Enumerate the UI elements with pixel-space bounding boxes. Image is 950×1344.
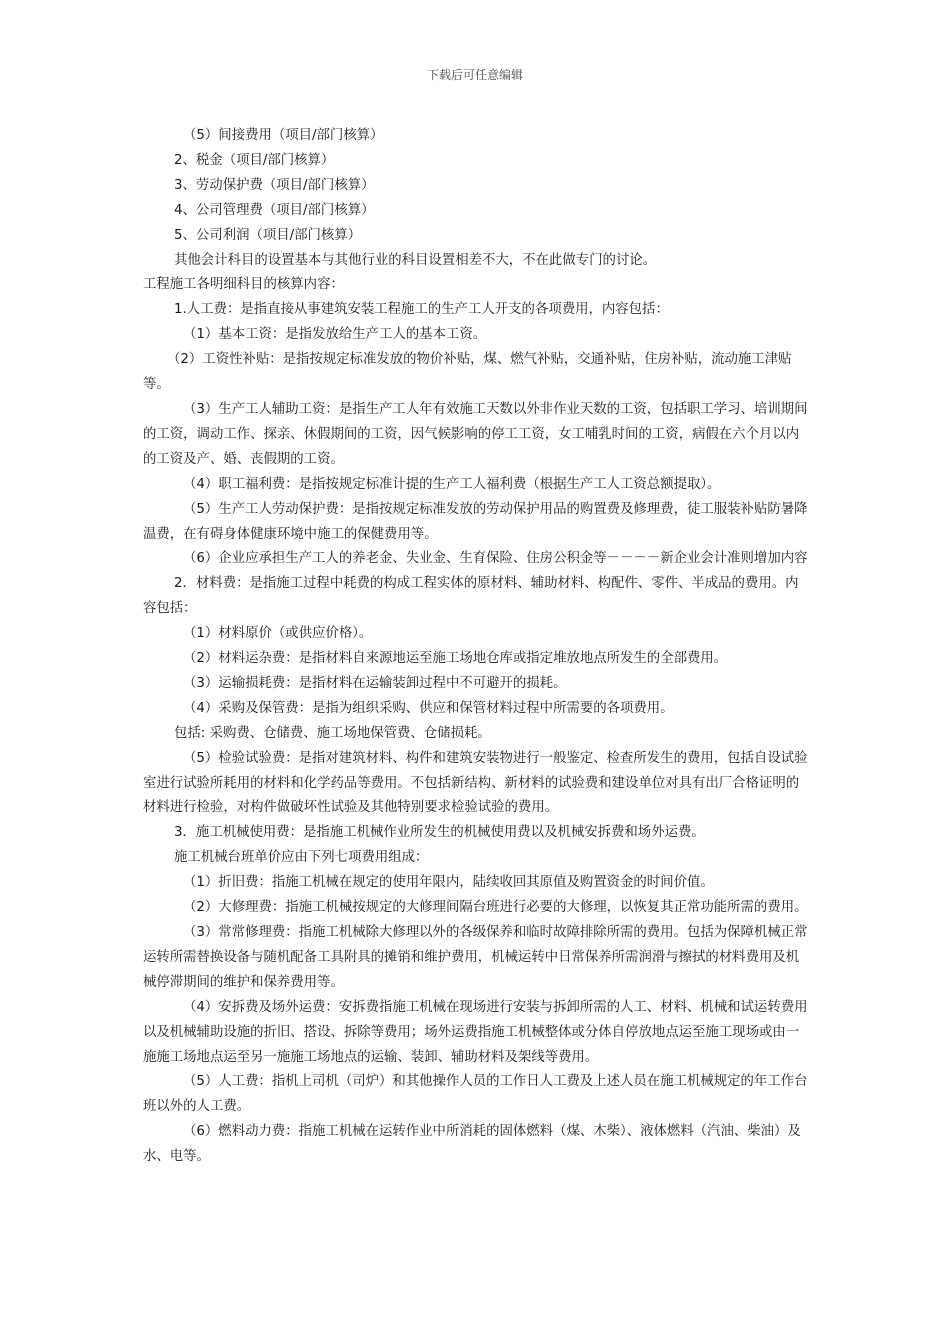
paragraph: （2）工资性补贴：是指按规定标准发放的物价补贴，煤、燃气补贴，交通补贴，住房补贴，流动施工津贴等。 [143, 352, 792, 393]
paragraph: （4）安拆费及场外运费：安拆费指施工机械在现场进行安装与拆卸所需的人工、材料、机械和试运转费用以及机械辅助设施的折旧、搭设、拆除等费用；场外运费指施工机械整体或分体自停放地点运至施工现场或由一施施工场地点运至另一施施工场地点的运输、装卸、辅助材料及架线等费用。 [143, 999, 808, 1065]
paragraph: （6）企业应承担生产工人的养老金、失业金、生育保险、住房公积金等－－－－新企业会计准则增加内容 [183, 551, 808, 567]
paragraph: （2）大修理费：指施工机械按规定的大修理间隔台班进行必要的大修理，以恢复其正常功能所需的费用。 [183, 900, 808, 916]
paragraph: 工程施工各明细科目的核算内容： [143, 277, 344, 293]
paragraph: （4）采购及保管费：是指为组织采购、供应和保管材料过程中所需要的各项费用。 [183, 700, 674, 716]
paragraph: （1）折旧费：指施工机械在规定的使用年限内，陆续收回其原值及购置资金的时间价值。 [183, 875, 714, 891]
paragraph: 3、劳动保护费（项目/部门核算） [174, 177, 375, 193]
paragraph: 其他会计科目的设置基本与其他行业的科目设置相差不大，不在此做专门的讨论。 [174, 252, 657, 268]
paragraph: 施工机械台班单价应由下列七项费用组成： [174, 850, 429, 866]
document-body [143, 124, 808, 1170]
paragraph: （1）基本工资：是指发放给生产工人的基本工资。 [183, 327, 487, 343]
paragraph: 3．施工机械使用费：是指施工机械作业所发生的机械使用费以及机械安拆费和场外运费。 [174, 825, 705, 841]
paragraph: （3）生产工人辅助工资：是指生产工人年有效施工天数以外非作业天数的工资，包括职工学习、培训期间的工资，调动工作、探亲、休假期间的工资，因气候影响的停工工资，女工哺乳时间的工资，病假在六个月以内的工资及产、婚、丧假期的工资。 [143, 401, 808, 467]
paragraph: （2）材料运杂费：是指材料自来源地运至施工场地仓库或指定堆放地点所发生的全部费用。 [183, 651, 728, 667]
paragraph: （3）运输损耗费：是指材料在运输装卸过程中不可避开的损耗。 [183, 675, 567, 691]
paragraph: （5）检验试验费：是指对建筑材料、构件和建筑安装物进行一般鉴定、检查所发生的费用，包括自设试验室进行试验所耗用的材料和化学药品等费用。不包括新结构、新材料的试验费和建设单位对具有出厂合格证明的材料进行检验，对构件做破坏性试验及其他特别要求检验试验的费用。 [143, 750, 808, 816]
paragraph: （3）常常修理费：指施工机械除大修理以外的各级保养和临时故障排除所需的费用。包括为保障机械正常运转所需替换设备与随机配备工具附具的摊销和维护费用，机械运转中日常保养所需润滑与擦拭的材料费用及机械停滞期间的维护和保养费用等。 [143, 925, 808, 990]
paragraph: 5、公司利润（项目/部门核算） [174, 227, 362, 243]
page-header: 下载后可任意编辑 [426, 68, 523, 82]
paragraph: （5）人工费：指机上司机（司炉）和其他操作人员的工作日人工费及上述人员在施工机械规定的年工作台班以外的人工费。 [143, 1074, 808, 1115]
paragraph: 4、公司管理费（项目/部门核算） [174, 202, 375, 218]
paragraph: （5）生产工人劳动保护费：是指按规定标准发放的劳动保护用品的购置费及修理费，徒工服装补贴防暑降温费，在有碍身体健康环境中施工的保健费用等。 [143, 501, 808, 542]
paragraph: 2、税金（项目/部门核算） [174, 152, 335, 168]
paragraph: （5）间接费用（项目/部门核算） [183, 128, 384, 143]
paragraph: 2．材料费：是指施工过程中耗费的构成工程实体的原材料、辅助材料、构配件、零件、半成品的费用。内容包括： [143, 576, 799, 617]
paragraph: （1）材料原价（或供应价格）。 [183, 626, 373, 642]
paragraph: （6）燃料动力费：指施工机械在运转作业中所消耗的固体燃料（煤、木柴）、液体燃料（汽油、柴油）及水、电等。 [143, 1124, 801, 1165]
paragraph: 包括: 采购费、仓储费、施工场地保管费、仓储损耗。 [174, 725, 491, 741]
paragraph: （4）职工福利费：是指按规定标准计提的生产工人福利费（根据生产工人工资总额提取）。 [183, 476, 721, 492]
paragraph: 1.人工费：是指直接从事建筑安装工程施工的生产工人开支的各项费用，内容包括： [174, 302, 669, 318]
